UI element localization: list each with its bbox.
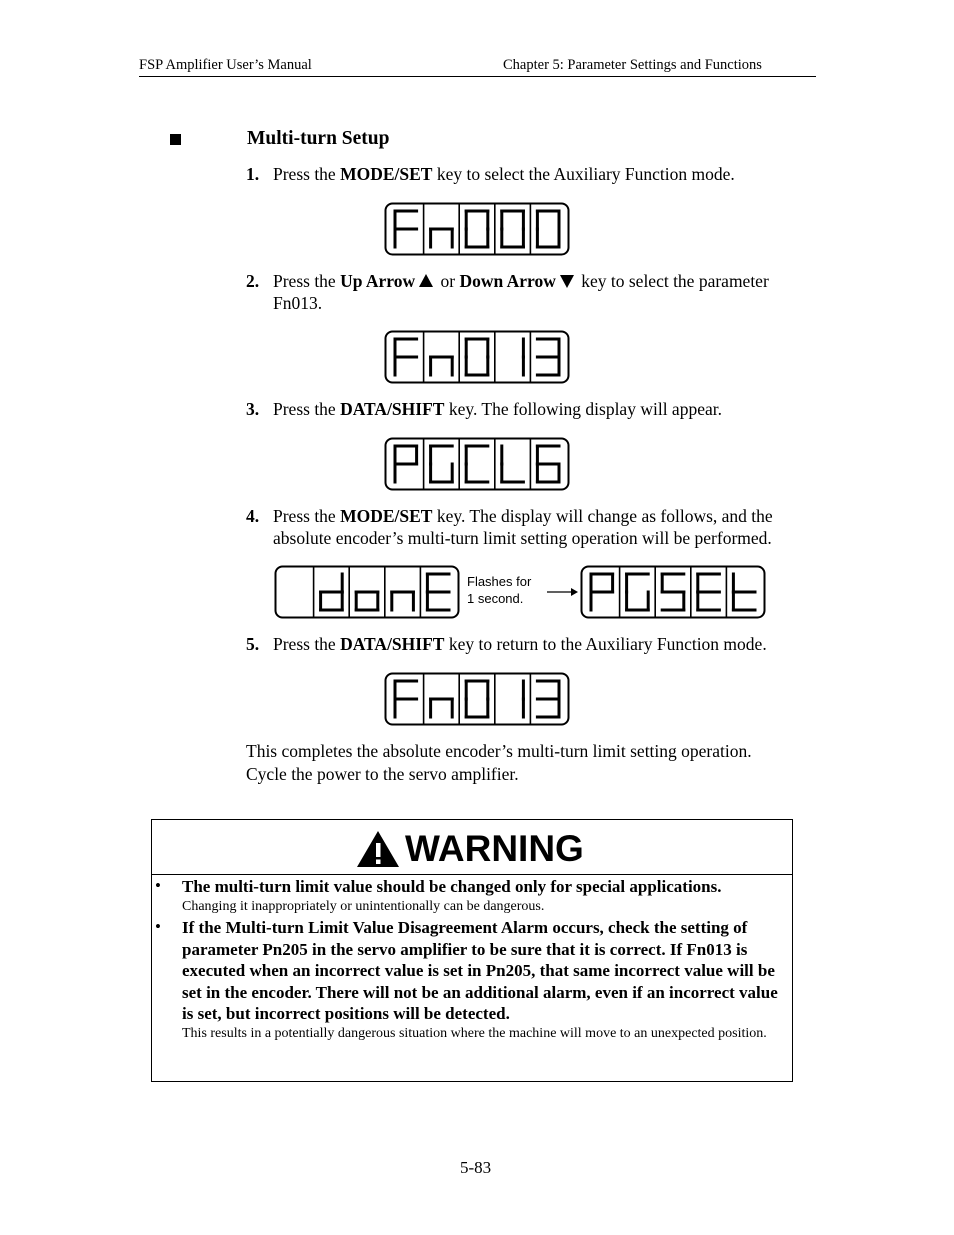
- step-number: 3.: [246, 399, 260, 419]
- key-name: MODE/SET: [340, 506, 433, 526]
- header-manual-title: FSP Amplifier User’s Manual: [139, 57, 312, 73]
- key-name: Up Arrow: [340, 271, 416, 291]
- lcd-display-pgset: [580, 565, 766, 619]
- closing-line1: This completes the absolute encoder’s multi-turn limit setting operation.: [246, 741, 752, 761]
- step-1: [246, 163, 735, 185]
- step-5: [246, 633, 767, 655]
- header-chapter-title: Chapter 5: Parameter Settings and Functions: [503, 57, 762, 73]
- warning-triangle-icon: [355, 829, 401, 869]
- warning-item-note: Changing it inappropriately or unintentionally can be dangerous.: [182, 898, 545, 914]
- step-number: 2.: [246, 271, 260, 291]
- warning-box: [151, 819, 793, 1082]
- page-number: 5-83: [460, 1158, 492, 1177]
- step-2: [246, 270, 769, 314]
- step-text: Press the: [273, 271, 341, 291]
- step-number: 4.: [246, 506, 260, 526]
- step-text: or: [436, 271, 460, 291]
- step-text: key to select the parameter: [576, 271, 769, 291]
- key-name: Down Arrow: [459, 271, 556, 291]
- step-text-cont: Fn013.: [273, 293, 323, 313]
- lcd-display-fn013-return: [384, 672, 570, 726]
- lcd-display-fn000: [384, 202, 570, 256]
- header-rule: [139, 76, 816, 77]
- flash-note: [467, 574, 531, 607]
- bullet-icon: •: [155, 917, 161, 936]
- step-text: key. The following display will appear.: [444, 399, 722, 419]
- key-name: DATA/SHIFT: [340, 634, 445, 654]
- step-4: [246, 505, 773, 549]
- key-name: DATA/SHIFT: [340, 399, 445, 419]
- step-text: key to select the Auxiliary Function mode.: [432, 164, 735, 184]
- step-text: Press the: [273, 399, 341, 419]
- down-arrow-icon: [560, 275, 574, 288]
- step-text-cont: absolute encoder’s multi-turn limit setting operation will be performed.: [273, 528, 772, 548]
- key-name: MODE/SET: [340, 164, 433, 184]
- step-text: key. The display will change as follows, and the: [432, 506, 773, 526]
- step-number: 1.: [246, 164, 260, 184]
- section-bullet-icon: [170, 134, 181, 145]
- step-text: key to return to the Auxiliary Function mode.: [444, 634, 767, 654]
- step-text: Press the: [273, 164, 341, 184]
- warning-item-text: [182, 876, 782, 916]
- warning-title: WARNING: [405, 828, 584, 869]
- warning-item-bold: The multi-turn limit value should be changed only for special applications.: [182, 877, 722, 896]
- step-number: 5.: [246, 634, 260, 654]
- section-title: Multi-turn Setup: [247, 128, 390, 149]
- warning-item-bold: If the Multi-turn Limit Value Disagreement Alarm occurs, check the setting of parameter Pn205 in the servo amplifier to be sure that it is correct. If Fn013 is executed when an incorrect value is set in Pn205, that same incorrect value will be set in the encoder. There will not be an additional alarm, even if an incorrect value is set, but incorrect positions will be detected.: [182, 918, 778, 1023]
- flash-note-line2: 1 second.: [467, 590, 524, 606]
- lcd-display-pgcl6: [384, 437, 570, 491]
- step-text: Press the: [273, 506, 341, 526]
- bullet-icon: •: [155, 876, 161, 895]
- lcd-display-done: [274, 565, 460, 619]
- closing-line2: Cycle the power to the servo amplifier.: [246, 763, 519, 784]
- step-text: Press the: [273, 634, 341, 654]
- up-arrow-icon: [419, 274, 433, 287]
- warning-item-text: [182, 917, 782, 1043]
- step-3: [246, 398, 722, 420]
- warning-header: [152, 820, 792, 875]
- warning-item-note: This results in a potentially dangerous situation where the machine will move to an unexpected position.: [182, 1025, 767, 1041]
- right-arrow-icon: [547, 586, 579, 598]
- closing-paragraph: [246, 740, 752, 785]
- flash-note-line1: Flashes for: [467, 574, 532, 589]
- lcd-display-fn013: [384, 330, 570, 384]
